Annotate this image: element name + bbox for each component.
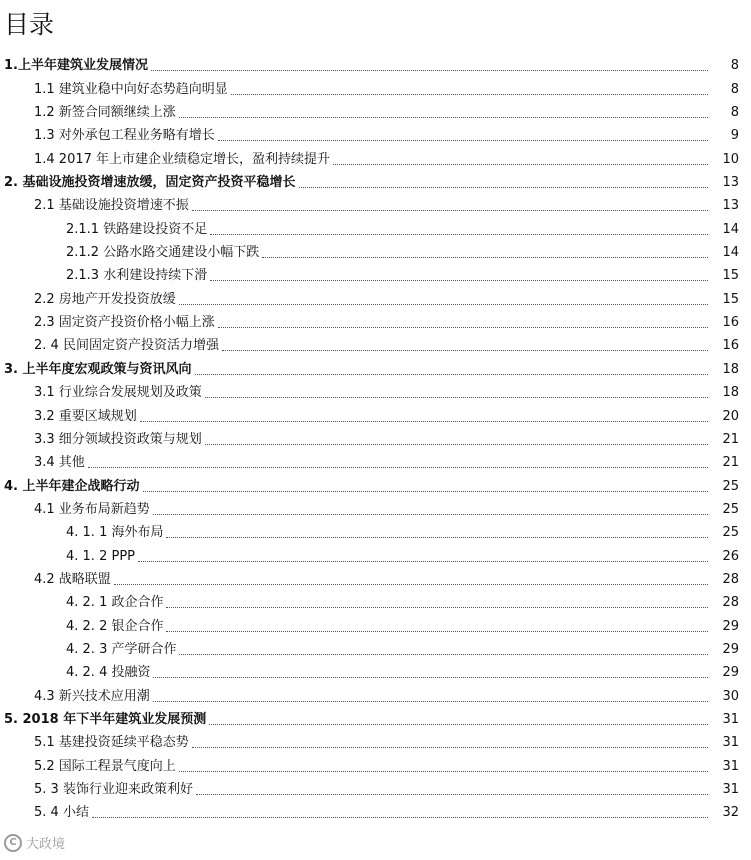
toc-leader-dots xyxy=(143,490,708,492)
toc-entry-label: 4.1 业务布局新趋势 xyxy=(34,501,150,517)
toc-entry[interactable] xyxy=(0,75,751,98)
toc-entry-label: 4. 上半年建企战略行动 xyxy=(4,478,140,494)
toc-entry-page: 25 xyxy=(722,501,739,517)
toc-entry-page: 8 xyxy=(730,81,739,97)
toc-entry-page: 9 xyxy=(730,128,739,144)
toc-entry[interactable] xyxy=(0,309,751,332)
toc-entry[interactable] xyxy=(0,542,751,565)
toc-entry-page: 28 xyxy=(722,595,739,611)
toc-entry-label: 4. 2. 2 银企合作 xyxy=(66,618,164,634)
toc-entry-page: 31 xyxy=(722,711,739,727)
toc-entry-page: 30 xyxy=(722,688,739,704)
toc-entry-label: 2.1 基础设施投资增速不振 xyxy=(34,198,189,214)
toc-entry-label: 2.1.2 公路水路交通建设小幅下跌 xyxy=(66,245,260,261)
toc-entry-label: 4.2 战略联盟 xyxy=(34,571,111,587)
toc-entry-label: 1.上半年建筑业发展情况 xyxy=(4,58,148,74)
toc-entry-page: 16 xyxy=(722,338,739,354)
toc-entry-page: 32 xyxy=(722,805,739,821)
toc-entry[interactable] xyxy=(0,122,751,145)
toc-entry-page: 15 xyxy=(722,268,739,284)
toc-entry-label: 3.2 重要区域规划 xyxy=(34,408,137,424)
toc-entry-label: 4.3 新兴技术应用潮 xyxy=(34,688,150,704)
toc-leader-dots xyxy=(209,723,708,725)
toc-entry-page: 18 xyxy=(722,385,739,401)
toc-entry-label: 5. 2018 年下半年建筑业发展预测 xyxy=(4,711,207,727)
toc-leader-dots xyxy=(179,653,708,655)
toc-entry-page: 14 xyxy=(722,221,739,237)
toc-leader-dots xyxy=(205,396,708,398)
toc-leader-dots xyxy=(205,443,708,445)
toc-entry[interactable] xyxy=(0,169,751,192)
toc-entry-label: 5.2 国际工程景气度向上 xyxy=(34,758,176,774)
toc-entry-page: 10 xyxy=(722,151,739,167)
toc-leader-dots xyxy=(88,466,708,468)
toc-entry-page: 29 xyxy=(722,618,739,634)
toc-leader-dots xyxy=(153,676,708,678)
toc-leader-dots xyxy=(333,163,708,165)
toc-entry[interactable] xyxy=(0,636,751,659)
toc-entry-page: 31 xyxy=(722,782,739,797)
toc-leader-dots xyxy=(138,560,708,562)
toc-entry-label: 2. 基础设施投资增速放缓，固定资产投资平稳增长 xyxy=(4,175,296,191)
toc-entry-page: 31 xyxy=(722,735,739,751)
toc-entry-label: 4. 2. 3 产学研合作 xyxy=(66,641,177,657)
toc-entry-label: 1.4 2017 年上市建企业绩稳定增长，盈利持续提升 xyxy=(34,151,331,167)
toc-leader-dots xyxy=(210,279,708,281)
toc-entry[interactable] xyxy=(0,496,751,519)
toc-entry[interactable] xyxy=(0,589,751,612)
toc-entry-label: 3.1 行业综合发展规划及政策 xyxy=(34,385,202,401)
toc-entry[interactable] xyxy=(0,285,751,308)
toc-leader-dots xyxy=(153,700,708,702)
toc-entry-page: 25 xyxy=(722,525,739,541)
toc-entry-label: 4. 2. 1 政企合作 xyxy=(66,595,164,611)
toc-entry-page: 8 xyxy=(730,58,739,74)
toc-leader-dots xyxy=(179,770,708,772)
toc-leader-dots xyxy=(166,630,708,632)
toc-entry[interactable] xyxy=(0,729,751,752)
toc-entry-page: 29 xyxy=(722,665,739,681)
toc-entry-label: 1.1 建筑业稳中向好态势趋向明显 xyxy=(34,81,228,97)
toc-title: 目录 xyxy=(4,10,55,39)
toc-entry-page: 21 xyxy=(722,431,739,447)
toc-leader-dots xyxy=(140,420,708,422)
toc-entry-page: 21 xyxy=(722,455,739,471)
toc-leader-dots xyxy=(151,69,708,71)
toc-leader-dots xyxy=(196,793,708,795)
toc-entry-label: 3. 上半年度宏观政策与资讯风向 xyxy=(4,361,192,377)
toc-entry-label: 3.3 细分领域投资政策与规划 xyxy=(34,431,202,447)
toc-entry[interactable] xyxy=(0,145,751,168)
toc-entry[interactable] xyxy=(0,355,751,378)
toc-leader-dots xyxy=(153,513,708,515)
toc-leader-dots xyxy=(210,233,708,235)
toc-entry-page: 28 xyxy=(722,571,739,587)
toc-leader-dots xyxy=(179,303,708,305)
toc-entry-label: 2. 4 民间固定资产投资活力增强 xyxy=(34,338,219,354)
toc-entry-label: 2.1.3 水利建设持续下滑 xyxy=(66,268,208,284)
toc-entry[interactable] xyxy=(0,776,751,799)
toc-entry-page: 31 xyxy=(722,758,739,774)
toc-entry[interactable] xyxy=(0,52,751,75)
toc-entry[interactable] xyxy=(0,426,751,449)
watermark-text: 大政境 xyxy=(26,837,66,852)
toc-entry-label: 5. 3 装饰行业迎来政策利好 xyxy=(34,782,193,797)
toc-entry-page: 18 xyxy=(722,361,739,377)
toc-entry[interactable] xyxy=(0,239,751,262)
toc-entry-page: 8 xyxy=(730,105,739,121)
toc-leader-dots xyxy=(192,209,708,211)
toc-leader-dots xyxy=(179,116,708,118)
toc-leader-dots xyxy=(299,186,708,188)
toc-entry[interactable] xyxy=(0,566,751,589)
watermark-logo-icon: C xyxy=(4,834,22,852)
toc-entry[interactable] xyxy=(0,612,751,635)
toc-entry[interactable] xyxy=(0,706,751,729)
toc-entry-label: 3.4 其他 xyxy=(34,455,85,471)
toc-entry-label: 5.1 基建投资延续平稳态势 xyxy=(34,735,189,751)
toc-entry-label: 1.2 新签合同额继续上涨 xyxy=(34,105,176,121)
toc-entry-page: 29 xyxy=(722,641,739,657)
toc-entry[interactable] xyxy=(0,379,751,402)
toc-list xyxy=(0,52,751,822)
watermark xyxy=(4,833,65,852)
toc-entry-label: 2.3 固定资产投资价格小幅上涨 xyxy=(34,315,215,331)
toc-entry[interactable] xyxy=(0,449,751,472)
toc-entry-page: 20 xyxy=(722,408,739,424)
toc-entry[interactable] xyxy=(0,799,751,822)
toc-entry-label: 5. 4 小结 xyxy=(34,805,89,821)
toc-entry[interactable] xyxy=(0,215,751,238)
toc-entry-page: 16 xyxy=(722,315,739,331)
toc-entry-label: 2.1.1 铁路建设投资不足 xyxy=(66,221,208,237)
toc-leader-dots xyxy=(195,373,708,375)
toc-entry-page: 14 xyxy=(722,245,739,261)
toc-leader-dots xyxy=(192,746,708,748)
toc-entry[interactable] xyxy=(0,659,751,682)
toc-entry[interactable] xyxy=(0,192,751,215)
toc-entry-page: 13 xyxy=(722,175,739,191)
toc-entry[interactable] xyxy=(0,682,751,705)
toc-entry[interactable] xyxy=(0,519,751,542)
toc-entry[interactable] xyxy=(0,402,751,425)
toc-leader-dots xyxy=(262,256,708,258)
toc-leader-dots xyxy=(166,536,708,538)
toc-entry[interactable] xyxy=(0,99,751,122)
toc-entry-label: 1.3 对外承包工程业务略有增长 xyxy=(34,128,215,144)
toc-entry-page: 25 xyxy=(722,478,739,494)
toc-entry-label: 4. 1. 2 PPP xyxy=(66,548,135,564)
toc-entry-label: 2.2 房地产开发投资放缓 xyxy=(34,291,176,307)
toc-entry[interactable] xyxy=(0,332,751,355)
toc-entry[interactable] xyxy=(0,262,751,285)
toc-leader-dots xyxy=(231,93,708,95)
toc-leader-dots xyxy=(92,816,708,818)
toc-entry[interactable] xyxy=(0,472,751,495)
toc-leader-dots xyxy=(114,583,708,585)
toc-entry-page: 15 xyxy=(722,291,739,307)
toc-entry-page: 13 xyxy=(722,198,739,214)
toc-entry-page: 26 xyxy=(722,548,739,564)
toc-leader-dots xyxy=(218,326,708,328)
toc-entry-label: 4. 1. 1 海外布局 xyxy=(66,525,164,541)
toc-leader-dots xyxy=(166,606,708,608)
toc-entry[interactable] xyxy=(0,752,751,775)
toc-leader-dots xyxy=(218,139,708,141)
toc-entry-label: 4. 2. 4 投融资 xyxy=(66,665,151,681)
toc-leader-dots xyxy=(222,349,708,351)
